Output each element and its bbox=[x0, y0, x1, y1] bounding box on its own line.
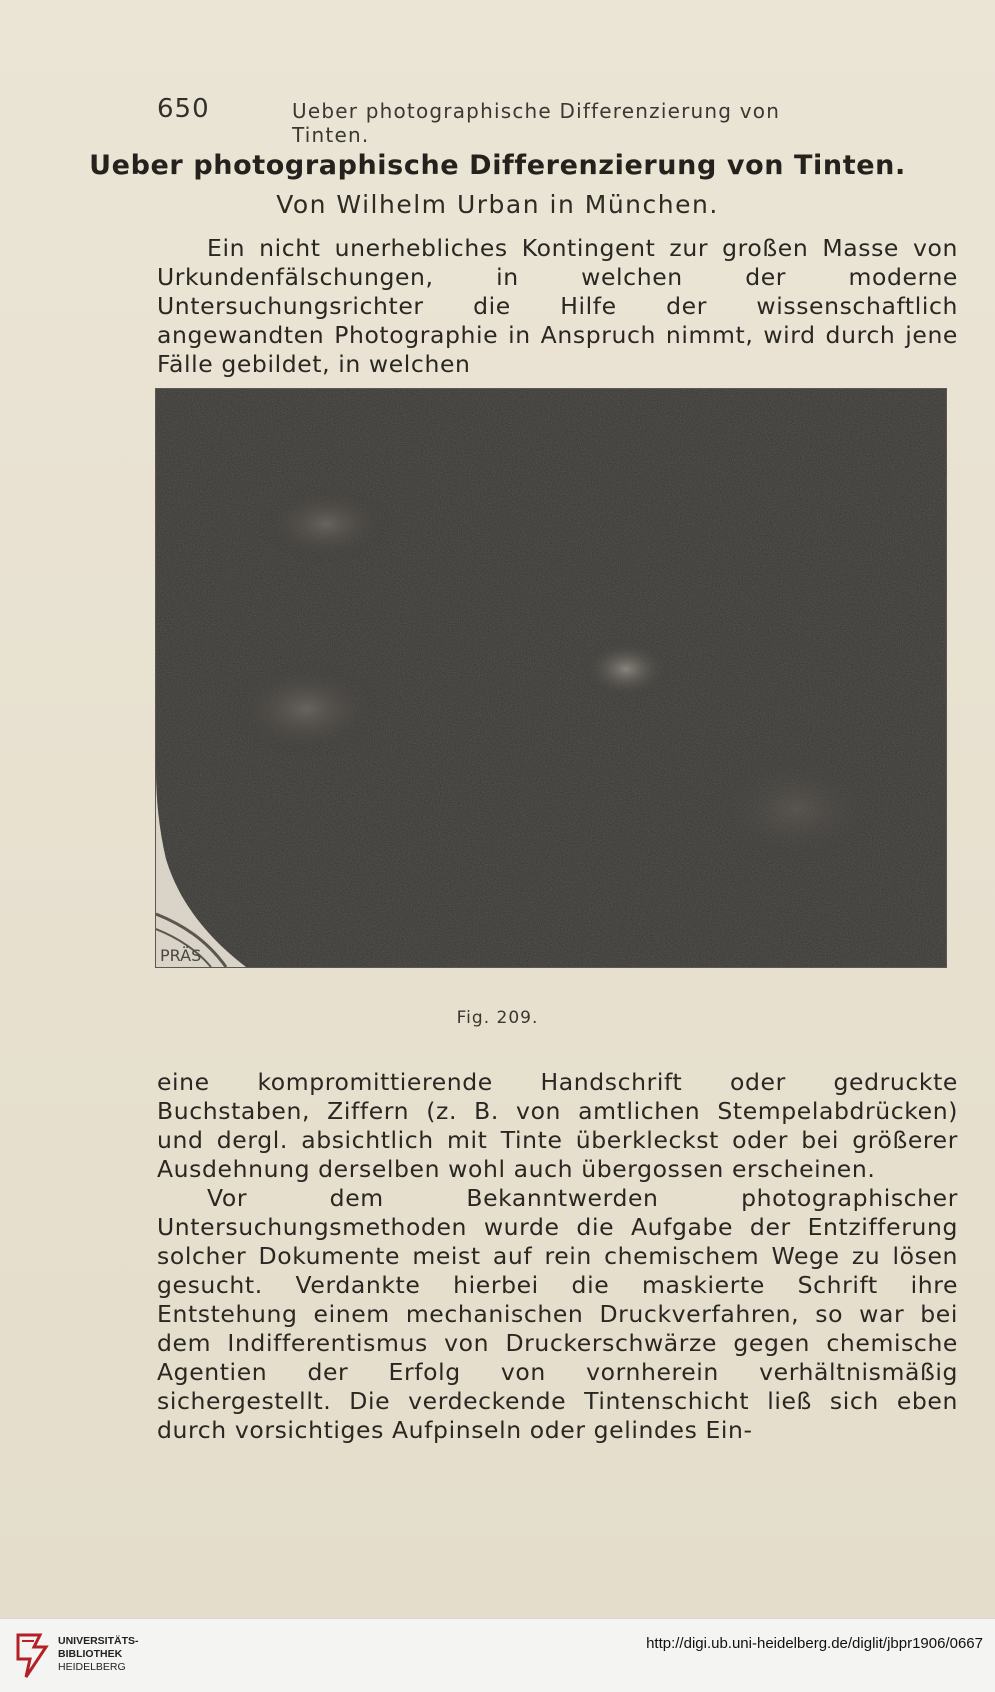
logo-line-1: UNIVERSITÄTS- bbox=[58, 1635, 139, 1647]
library-logo-icon[interactable] bbox=[12, 1631, 52, 1681]
figure-caption: Fig. 209. bbox=[456, 1008, 539, 1028]
footer-bar bbox=[0, 1618, 995, 1692]
logo-line-2: BIBLIOTHEK bbox=[58, 1648, 123, 1660]
paragraph-methods: Vor dem Bekanntwerden photographischer Untersuchungsmethoden wurde die Aufgabe der Entzifferung solcher Dokumente meist auf rein chemischem Wege zu lösen gesucht. Verdankte hierbei die maskierte Schrift ihre Entstehung einem mechanischen Druckverfahren, so war bei dem Indifferentismus von Druckerschwärze gegen chemische Agentien der Erfolg von vornherein verhältnismäßig sichergestellt. Die verdeckende Tintenschicht ließ sich eben durch vorsichtiges Aufpinseln oder gelindes Ein- bbox=[157, 1184, 958, 1444]
figure-photograph bbox=[155, 388, 947, 968]
paragraph-continuation: eine kompromittierende Handschrift oder gedruckte Buchstaben, Ziffern (z. B. von amtlichen Stempelabdrücken) und dergl. absichtlich mit Tinte überkleckst oder bei größerer Ausdehnung derselben wohl auch übergossen erscheinen. bbox=[157, 1068, 958, 1183]
stamp-fragment: PRÄS bbox=[160, 946, 202, 965]
paragraph-intro: Ein nicht unerhebliches Kontingent zur großen Masse von Urkundenfälschungen, in welchen der moderne Untersuchungsrichter die Hilfe der wissenschaftlich angewandten Photographie in Anspruch nimmt, wird durch jene Fälle gebildet, in welchen bbox=[157, 234, 958, 378]
running-head: Ueber photographische Differenzierung von Tinten. bbox=[292, 99, 781, 147]
article-author: Von Wilhelm Urban in München. bbox=[276, 190, 719, 219]
mottle-area bbox=[256, 484, 396, 564]
page-header bbox=[157, 94, 847, 147]
ink-blot-image bbox=[156, 389, 946, 967]
source-url-link[interactable]: http://digi.ub.uni-heidelberg.de/diglit/jbpr1906/0667 bbox=[646, 1635, 983, 1652]
page-number: 650 bbox=[157, 94, 210, 124]
light-spot bbox=[581, 639, 671, 699]
library-name bbox=[58, 1635, 139, 1674]
article-title: Ueber photographische Differenzierung von Tinten. bbox=[89, 150, 906, 181]
logo-line-3: HEIDELBERG bbox=[58, 1661, 126, 1673]
